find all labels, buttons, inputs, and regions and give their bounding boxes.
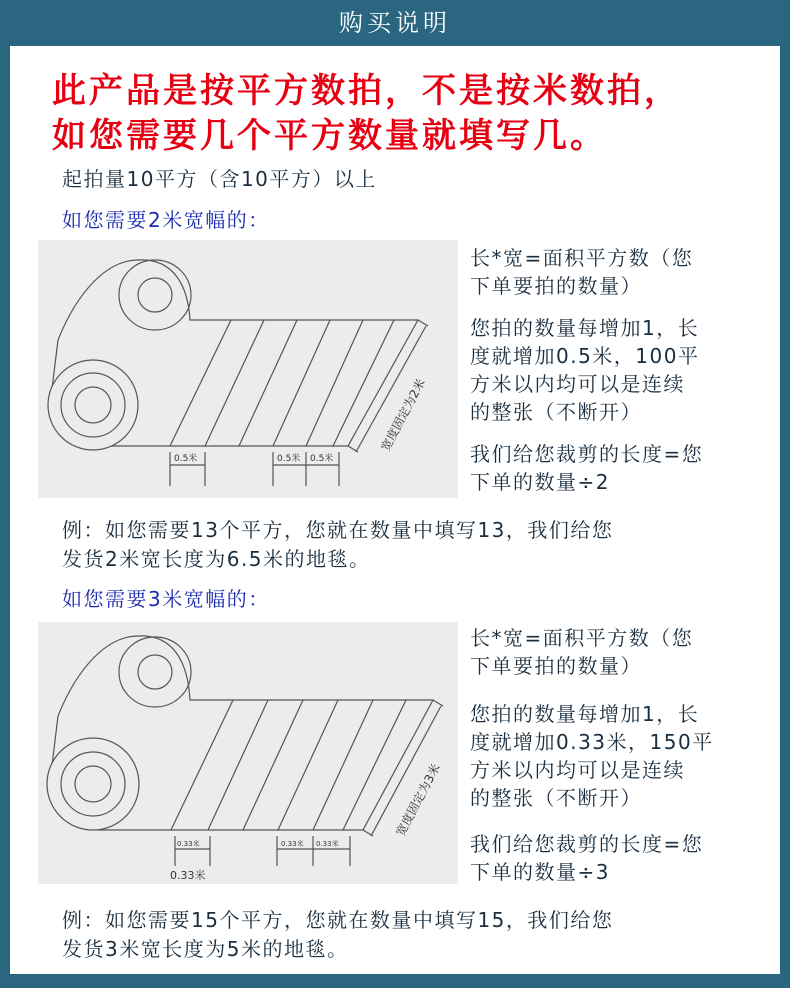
roll-illustration-2m xyxy=(38,240,458,498)
page-title: 购买说明 xyxy=(339,9,451,37)
side-text-cut-length-3m: 我们给您裁剪的长度=您 下单的数量÷3 xyxy=(470,832,704,884)
segment-label-a: 0.33米 xyxy=(177,840,200,848)
side-text-increment-3m: 您拍的数量每增加1，长 度就增加0.33米，150平 方米以内均可以是连续 的整张（不断开） xyxy=(470,702,714,810)
side-text-formula-2m: 长*宽=面积平方数（您 下单要拍的数量） xyxy=(470,246,694,298)
side-text-formula-3m: 长*宽=面积平方数（您 下单要拍的数量） xyxy=(470,626,694,678)
segment-below-label: 0.33米 xyxy=(170,869,206,882)
roll-diagram-3m xyxy=(38,622,458,884)
width-label: 宽度固定为3米 xyxy=(393,761,444,839)
section-2m-title: 如您需要2米宽幅的： xyxy=(62,208,270,232)
carpet-outline xyxy=(98,260,418,446)
roll-illustration-3m xyxy=(38,622,458,884)
width-label: 宽度固定为2米 xyxy=(378,376,429,454)
segment-label-c: 0.5米 xyxy=(310,454,334,464)
headline-line-2: 如您需要几个平方数量就填写几。 xyxy=(52,116,607,156)
section-3m-title: 如您需要3米宽幅的： xyxy=(62,587,270,611)
segment-label-a: 0.5米 xyxy=(174,454,198,464)
segment-label-c: 0.33米 xyxy=(316,840,339,848)
example-2m: 例：如您需要13个平方，您就在数量中填写13，我们给您 发货2米宽长度为6.5米的地毯。 xyxy=(62,518,614,571)
side-text-increment-2m: 您拍的数量每增加1，长 度就增加0.5米，100平 方米以内均可以是连续 的整张（不断开） xyxy=(470,316,700,424)
bottom-border xyxy=(0,974,790,988)
segment-label-b: 0.5米 xyxy=(277,454,301,464)
headline-line-1: 此产品是按平方数拍，不是按米数拍， xyxy=(52,71,681,111)
side-text-cut-length-2m: 我们给您裁剪的长度=您 下单的数量÷2 xyxy=(470,442,704,494)
roll-diagram-2m xyxy=(38,240,458,498)
segment-label-b: 0.33米 xyxy=(281,840,304,848)
minimum-order-note: 起拍量10平方（含10平方）以上 xyxy=(62,167,377,191)
example-3m: 例：如您需要15个平方，您就在数量中填写15，我们给您 发货3米宽长度为5米的地毯。 xyxy=(62,908,614,961)
